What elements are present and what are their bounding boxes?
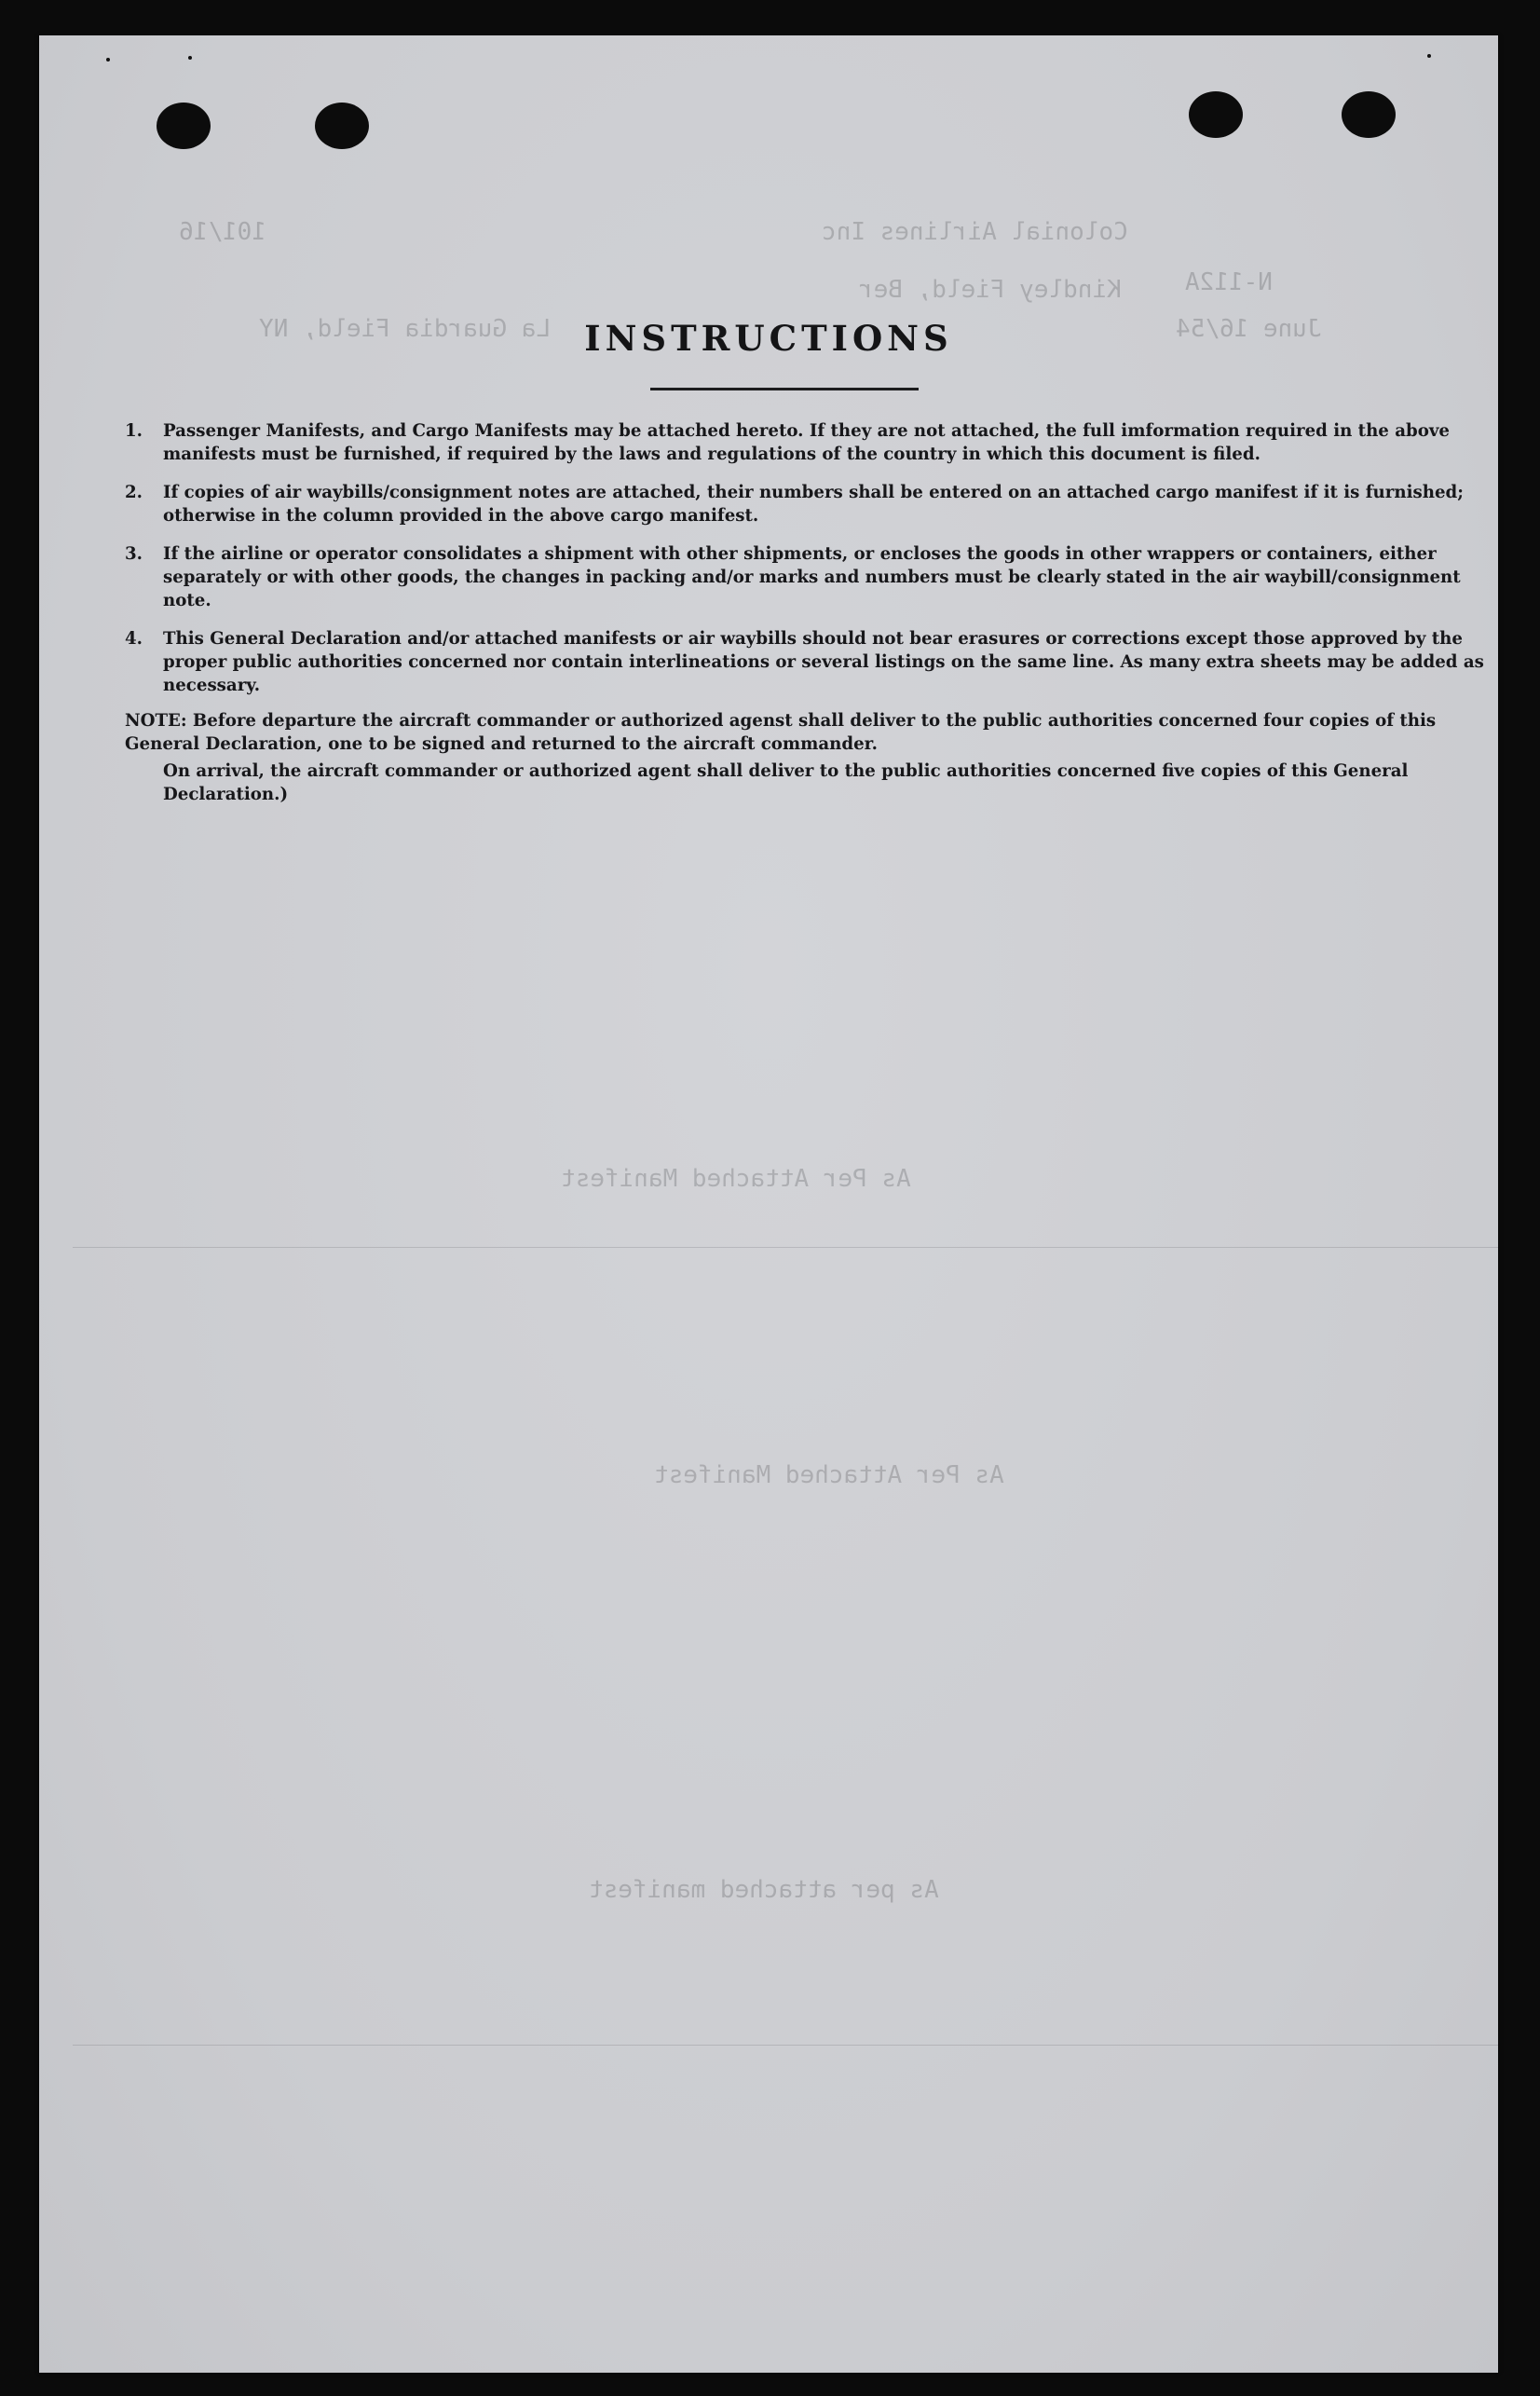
title-underline — [650, 388, 919, 390]
bleed-through-text: Kindley Field, Ber — [859, 276, 1122, 304]
bleed-through-rule — [73, 1247, 1498, 1248]
note-text: Before departure the aircraft commander or authorized agenst shall deliver to the public authorities concerned four copies of this General Declaration, one to be signed and returned to the aircraft commander. — [125, 711, 1437, 754]
instruction-text: If the airline or operator consolidates a shipment with other shipments, or encloses the goods in other wrappers or containers, either separately or with other goods, the changes in packing and/or marks and numbers must be clearly stated in the air waybill/consignment note. — [163, 544, 1461, 610]
note-block — [125, 709, 1485, 806]
instruction-number: 2. — [125, 483, 143, 502]
page-title: INSTRUCTIONS — [584, 318, 953, 359]
note-arrival: On arrival, the aircraft commander or authorized agent shall deliver to the public authorities concerned five copies of this General Declaration.) — [163, 761, 1409, 804]
speck — [106, 58, 110, 62]
instruction-number: 1. — [125, 421, 143, 441]
punch-hole — [315, 103, 369, 149]
bleed-through-text: June 16/54 — [1176, 315, 1322, 343]
punch-hole — [1189, 91, 1243, 138]
bleed-through-text: N-112A — [1185, 268, 1273, 296]
punch-hole — [1342, 91, 1396, 138]
bleed-through-text: As Per Attached Manifest — [561, 1165, 911, 1193]
bleed-through-text: 101/16 — [179, 218, 266, 246]
instructions-list — [125, 419, 1485, 712]
instruction-item — [125, 627, 1485, 697]
note-departure — [125, 709, 1485, 756]
bleed-through-text: As Per Attached Manifest — [654, 1461, 1004, 1489]
speck — [188, 56, 192, 60]
instruction-item — [125, 419, 1485, 466]
punch-hole — [157, 103, 211, 149]
bleed-through-text: As per attached manifest — [589, 1876, 939, 1904]
speck — [1427, 54, 1431, 58]
instruction-text: Passenger Manifests, and Cargo Manifests may be attached hereto. If they are not attached, the full imformation required in the above manifests must be furnished, if required by the laws and regulations of the country in which this document is filed. — [163, 421, 1450, 464]
instruction-item — [125, 542, 1485, 612]
instruction-item — [125, 481, 1485, 527]
bleed-through-text: La Guardia Field, NY — [259, 315, 552, 343]
document-page — [39, 35, 1498, 2373]
instruction-number: 4. — [125, 629, 143, 649]
instruction-number: 3. — [125, 544, 143, 564]
instruction-text: This General Declaration and/or attached manifests or air waybills should not bear erasures or corrections except those approved by the proper public authorities concerned nor contain interlineations or several listings on the same line. As many extra sheets may be added as necessary. — [163, 629, 1484, 695]
note-label: NOTE: — [125, 711, 187, 731]
bleed-through-text: Colonial Airlines Inc — [822, 218, 1128, 246]
bleed-through-rule — [73, 2045, 1498, 2046]
instruction-text: If copies of air waybills/consignment notes are attached, their numbers shall be entered on an attached cargo manifest if it is furnished; otherwise in the column provided in the above cargo manifest. — [163, 483, 1464, 526]
